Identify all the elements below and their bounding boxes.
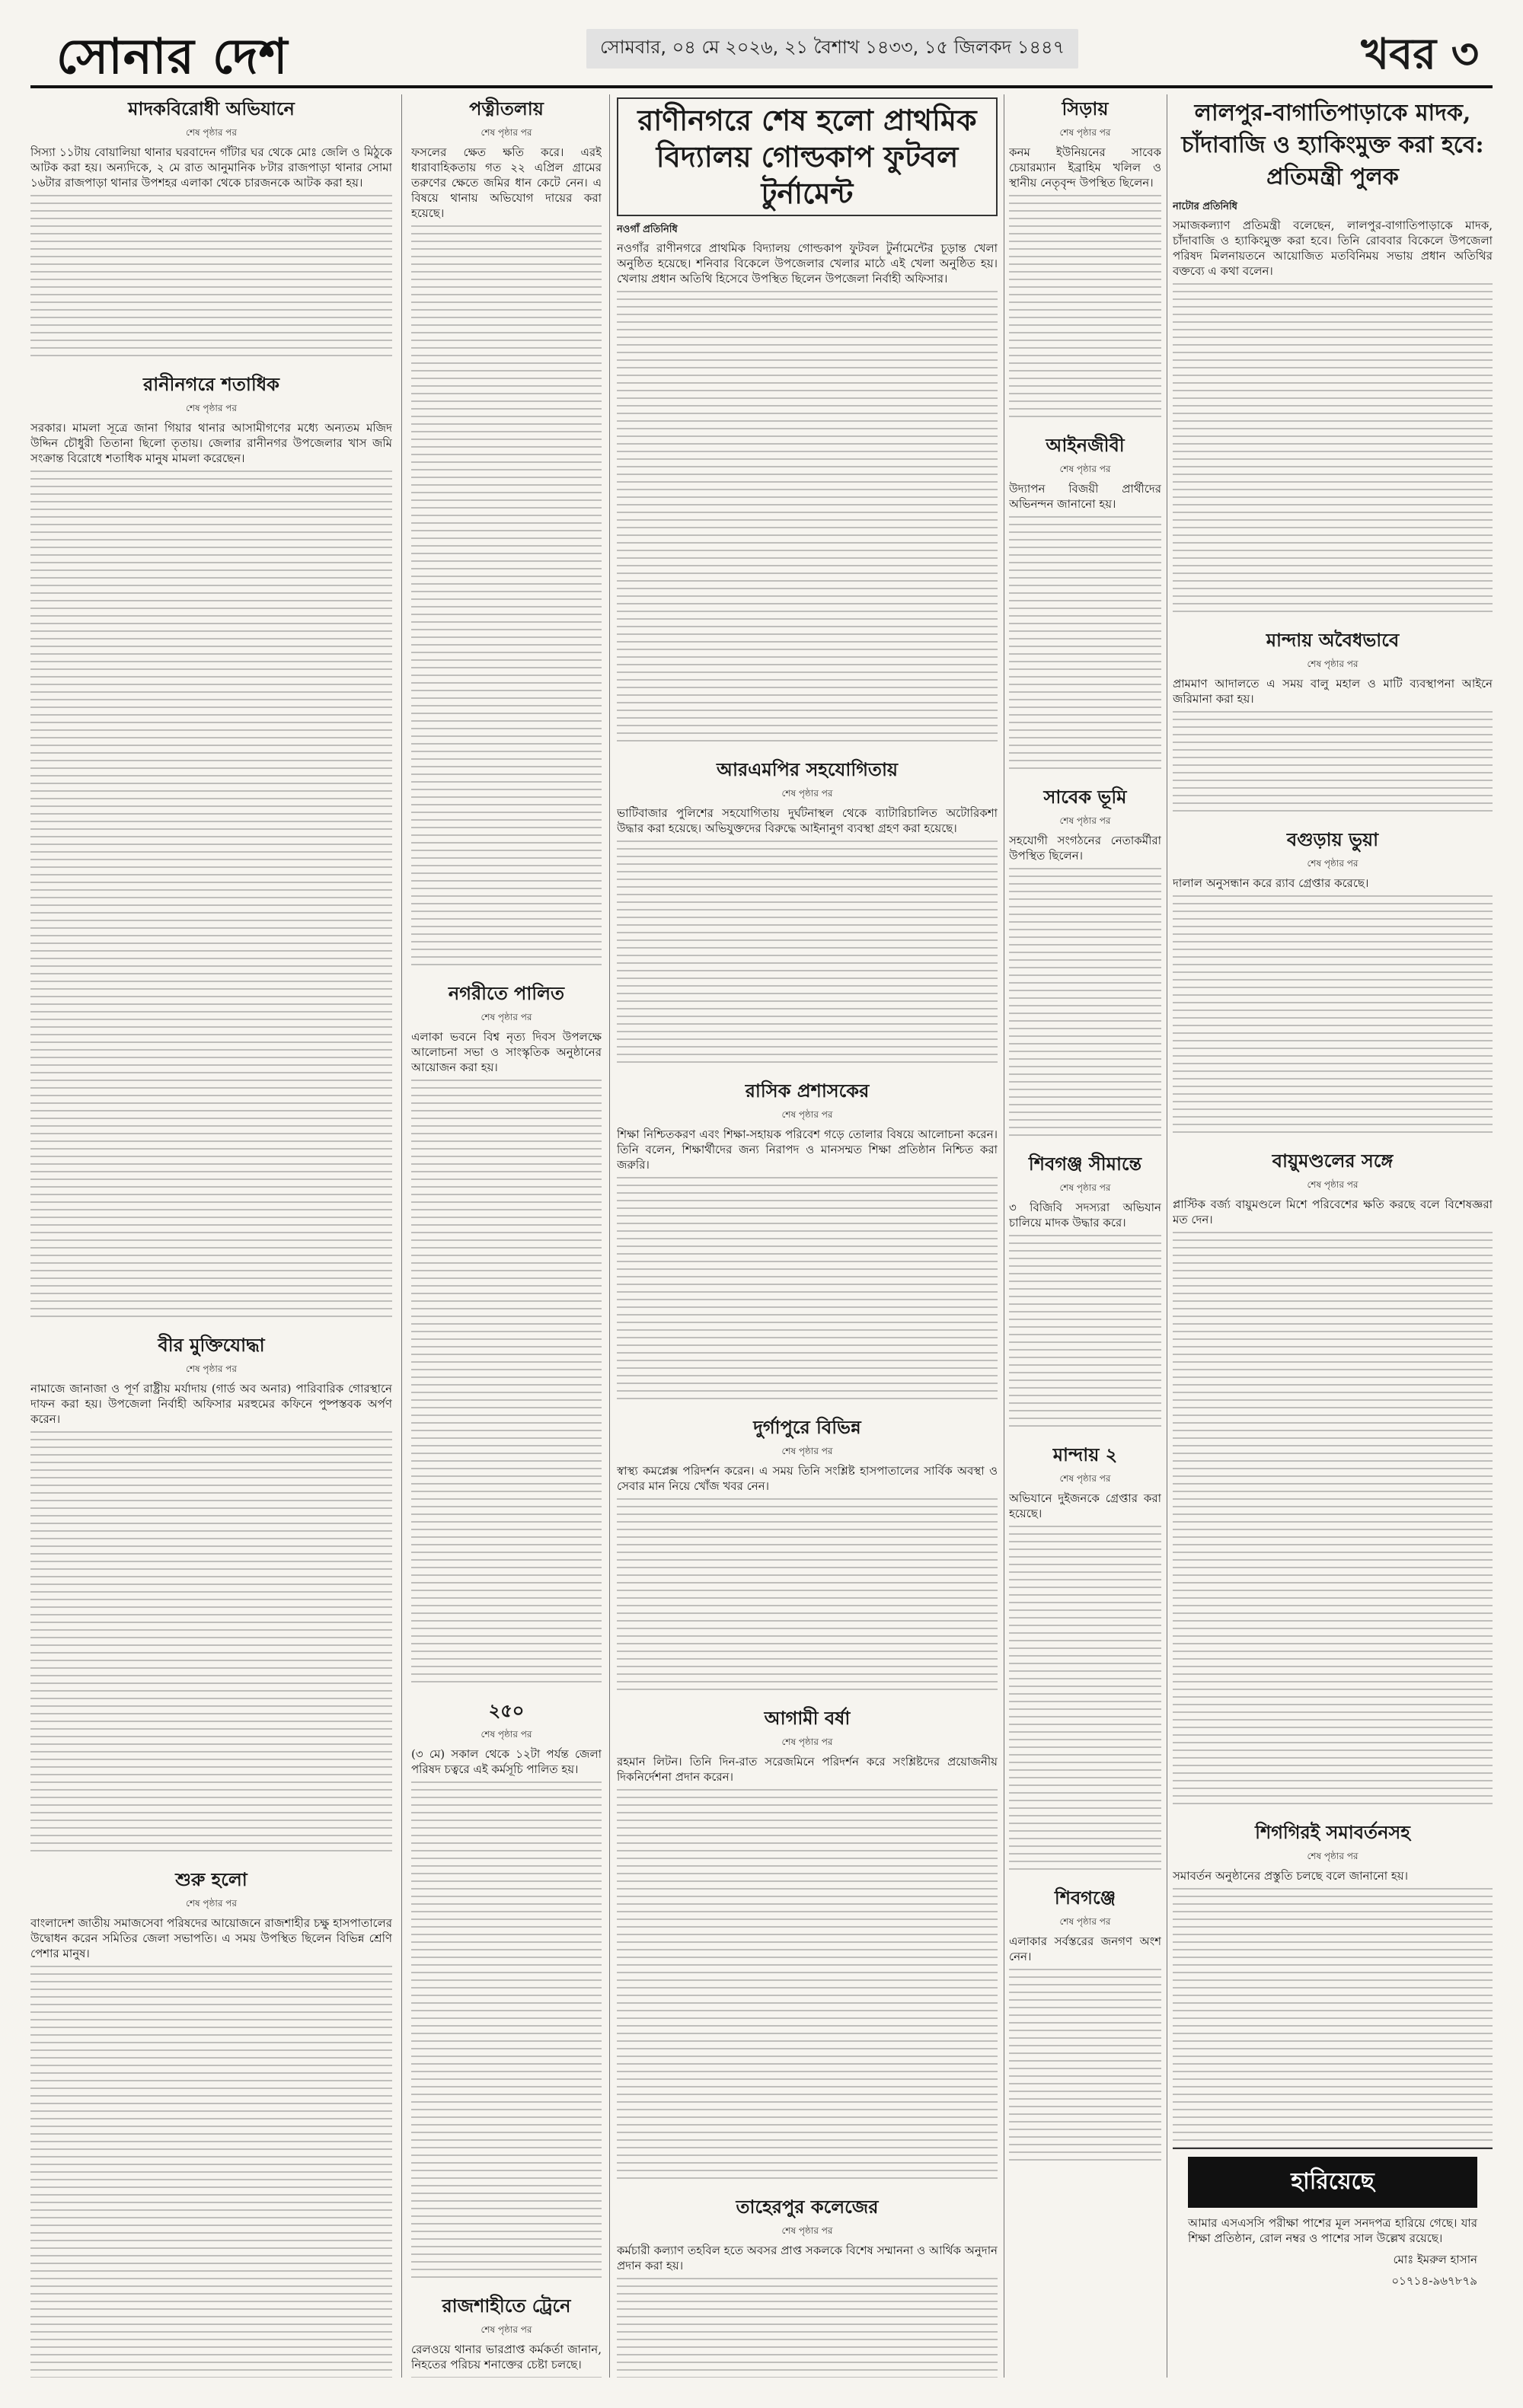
story-body: বাংলাদেশ জাতীয় সমাজসেবা পরিষদের আয়োজনে রাজশাহীর চক্ষু হাসপাতালের উদ্বোধন করেন সমিতির জেলা সভাপতি। এ সময় উপস্থিত ছিলেন বিভিন্ন শ্রেণি পেশার মানুষ। [30,1916,392,1960]
story-body: রহমান লিটন। তিনি দিন-রাত সরেজমিনে পরিদর্শন করে সংশ্লিষ্টদের প্রয়োজনীয় দিকনির্দেশনা প্রদান করেন। [617,1755,998,1784]
continued-label: শেষ পৃষ্ঠার পর [1307,1179,1359,1190]
continued-label: শেষ পৃষ্ঠার পর [1307,659,1359,669]
story-headline: তাহেরপুর কলেজের [736,2196,879,2218]
body-text-lines [617,2278,998,2378]
continued-label: শেষ পৃষ্ঠার পর [185,403,237,413]
continued-label: শেষ পৃষ্ঠার পর [1059,1473,1111,1484]
continued-label: শেষ পৃষ্ঠার পর [481,1012,532,1022]
story-sirai [1009,97,1161,423]
lost-notice [1173,2148,1493,2378]
dateline: সোমবার, ০৪ মে ২০২৬, ২১ বৈশাখ ১৪৩৩, ১৫ জিলকদ ১৪৪৭ [586,29,1078,69]
story-ainjibi [1009,434,1161,775]
body-text-lines [1173,711,1493,818]
continued-label: শেষ পৃষ্ঠার পর [481,1729,532,1740]
story-body: সিস্যা ১১টায় বোয়ালিয়া থানার ঘরবাদেন গাঁটার ঘর থেকে মোঃ জেলি ও মিঠুকে আটক করা হয়। অন্যদিকে, ২ মে রাত আনুমানিক ৮টার রাজপাড়া থানার সোমা ১৬টার রাজপাড়া থানার উপশহর এলাকা থেকে চারজনকে আটক করা হয়। [30,145,392,190]
body-text-lines [411,1781,602,2284]
body-text-lines [617,1177,998,1405]
column-1 [30,94,392,2378]
story-nogorite-palito [411,982,602,1689]
story-rasik-proshasok [617,1080,998,1405]
story-rajshahi-train [411,2295,602,2378]
continued-label: শেষ পৃষ্ঠার পর [185,1363,237,1374]
continued-label: শেষ পৃষ্ঠার পর [1307,1851,1359,1861]
continued-label: শেষ পৃষ্ঠার পর [1059,1916,1111,1927]
story-manda-oboidh [1173,629,1493,818]
body-text-lines [617,1789,998,2185]
continued-label: শেষ পৃষ্ঠার পর [1059,127,1111,138]
continued-label: শেষ পৃষ্ঠার পর [781,1446,833,1456]
story-headline: নগরীতে পালিত [448,982,565,1004]
story-body: সহযোগী সংগঠনের নেতাকর্মীরা উপস্থিত ছিলেন। [1009,834,1161,863]
story-headline: শিবগঞ্জ সীমান্তে [1028,1153,1142,1175]
story-shibganje [1009,1887,1161,2167]
story-body: শিক্ষা নিশ্চিতকরণ এবং শিক্ষা-সহায়ক পরিবেশ গড়ে তোলার বিষয়ে আলোচনা করেন। তিনি বলেন, শিক্ষার্থীদের জন্য নিরাপদ ও মানসম্মত শিক্ষা প্রতিষ্ঠান নিশ্চিত করা জরুরি। [617,1127,998,1172]
story-patnitala [411,97,602,971]
notice-heading: হারিয়েছে [1188,2157,1477,2208]
column-4 [1009,94,1161,2378]
lead-headline [617,97,998,216]
newspaper-page [30,15,1493,2378]
lead-headline: লালপুর-বাগাতিপাড়াকে মাদক, চাঁদাবাজি ও হ্যাকিংমুক্ত করা হবে: প্রতিমন্ত্রী পুলক [1181,100,1484,190]
continued-label: শেষ পৃষ্ঠার পর [185,127,237,138]
continued-label: শেষ পৃষ্ঠার পর [781,788,833,799]
story-headline: দুর্গাপুরে বিভিন্ন [753,1416,861,1438]
story-madok-ovijan [30,97,392,362]
story-shibganj-simante [1009,1153,1161,1433]
story-headline: রানীনগরে শতাধিক [143,373,279,395]
story-body: কর্মচারী কল্যাণ তহবিল হতে অবসর প্রাপ্ত সকলকে বিশেষ সম্মাননা ও আর্থিক অনুদান প্রদান করা হয়। [617,2244,998,2272]
body-text-lines [1173,895,1493,1139]
continued-label: শেষ পৃষ্ঠার পর [481,2324,532,2335]
body-text-lines [1009,1969,1161,2167]
story-body: সমাজকল্যাণ প্রতিমন্ত্রী বলেছেন, লালপুর-বাগাতিপাড়াকে মাদক, চাঁদাবাজি ও হ্যাকিংমুক্ত করা হবে। তিনি রোববার বিকেলে উপজেলা পরিষদ মিলনায়তনে আয়োজিত মতবিনিময় সভায় প্রধান অতিথির বক্তব্যে এ কথা বলেন। [1173,218,1493,278]
story-agami-borsha [617,1707,998,2185]
continued-label: শেষ পৃষ্ঠার পর [1307,858,1359,869]
story-250 [411,1699,602,2284]
notice-phone: ০১৭১৪-৯৬৭৮৭৯ [1391,2274,1477,2288]
story-headline: বায়ুমণ্ডলের সঙ্গে [1272,1150,1394,1172]
continued-label: শেষ পৃষ্ঠার পর [1059,464,1111,474]
story-headline: মাদকবিরোধী অভিযানে [128,97,295,120]
story-lalpur-bagatipara [1173,97,1493,618]
body-text-lines [1009,868,1161,1142]
body-text-lines [30,470,392,1323]
story-raninagar-shotadhik [30,373,392,1323]
story-headline: শিবগঞ্জে [1054,1887,1116,1909]
continued-label: শেষ পৃষ্ঠার পর [781,2225,833,2236]
continued-label: শেষ পৃষ্ঠার পর [481,127,532,138]
notice-signature: মোঃ ইমরুল হাসান [1393,2253,1477,2266]
story-shuru-holo [30,1868,392,2378]
story-headline: আগামী বর্ষা [764,1707,851,1729]
story-body: দালাল অনুসন্ধান করে র‍্যাব গ্রেপ্তার করেছে। [1173,876,1369,890]
body-text-lines [30,195,392,362]
body-text-lines [411,2377,602,2378]
story-headline: সাবেক ভূমি [1043,786,1127,808]
story-body: স্বাস্থ্য কমপ্লেক্স পরিদর্শন করেন। এ সময় তিনি সংশ্লিষ্ট হাসপাতালের সার্বিক অবস্থা ও সেবার মান নিয়ে খোঁজ খবর নেন। [617,1464,998,1493]
body-text-lines [411,225,602,971]
story-body: নামাজে জানাজা ও পূর্ণ রাষ্ট্রীয় মর্যাদায় (গার্ড অব অনার) পারিবারিক গোরস্থানে দাফন করা হয়। উপজেলা নির্বাহী অফিসার মরহুমের কফিনে পুষ্পস্তবক অর্পণ করেন। [30,1382,392,1426]
story-sabek-bhumi [1009,786,1161,1142]
body-text-lines [1009,195,1161,423]
body-text-lines [1173,1232,1493,1810]
story-headline: শিগগিরই সমাবর্তনসহ [1255,1821,1410,1843]
story-body: ভাটিবাজার পুলিশের সহযোগিতায় দুর্ঘটনাস্থল থেকে ব্যাটারিচালিত অটোরিকশা উদ্ধার করা হয়েছে। অভিযুক্তদের বিরুদ্ধে আইনানুগ ব্যবস্থা গ্রহণ করা হয়েছে। [617,806,998,835]
continued-label: শেষ পৃষ্ঠার পর [781,1737,833,1747]
story-body: উদ্যাপন বিজয়ী প্রার্থীদের অভিনন্দন জানানো হয়। [1009,482,1161,511]
story-bogura-bhua [1173,828,1493,1139]
story-headline: বগুড়ায় ভুয়া [1286,828,1379,850]
story-headline: মান্দায় ২ [1052,1443,1118,1466]
story-durgapur [617,1416,998,1696]
body-text-lines [617,291,998,748]
story-headline: মান্দায় অবৈধভাবে [1266,629,1400,651]
story-body: রেলওয়ে থানার ভারপ্রাপ্ত কর্মকর্তা জানান, নিহতের পরিচয় শনাক্তের চেষ্টা চলছে। [411,2343,602,2371]
body-text-lines [1009,1235,1161,1433]
section-tag: খবর ৩ [1361,29,1479,79]
column-rule [401,94,402,2378]
column-2 [411,94,602,2378]
story-headline: বীর মুক্তিযোদ্ধা [158,1334,265,1356]
story-headline: শুরু হলো [175,1868,247,1890]
continued-label: শেষ পৃষ্ঠার পর [781,1109,833,1120]
story-headline: রাজশাহীতে ট্রেনে [442,2295,571,2317]
body-text-lines [30,1431,392,1858]
story-body: নওগাঁর রাণীনগরে প্রাথমিক বিদ্যালয় গোল্ডকাপ ফুটবল টুর্নামেন্টের চূড়ান্ত খেলা অনুষ্ঠিত হয়েছে। শনিবার বিকেলে উপজেলার খেলার মাঠে এই খেলা অনুষ্ঠিত হয়। খেলায় প্রধান অতিথি হিসেবে উপস্থিত ছিলেন উপজেলা নির্বাহী অফিসার। [617,241,998,285]
story-headline: রাসিক প্রশাসকের [745,1080,870,1102]
continued-label: শেষ পৃষ্ঠার পর [1059,815,1111,826]
story-body: প্লাস্টিক বর্জ্য বায়ুমণ্ডলে মিশে পরিবেশের ক্ষতি করছে বলে বিশেষজ্ঞরা মত দেন। [1173,1198,1493,1226]
continued-label: শেষ পৃষ্ঠার পর [185,1898,237,1909]
column-3 [617,94,998,2378]
story-body: কনম ইউনিয়নের সাবেক চেয়ারম্যান ইব্রাহিম খলিল ও স্থানীয় নেতৃবৃন্দ উপস্থিত ছিলেন। [1009,145,1161,190]
body-text-lines [1173,283,1493,618]
masthead [30,15,1493,88]
body-text-lines [30,1966,392,2378]
story-headline: আরএমপির সহযোগিতায় [716,758,899,780]
story-headline: সিড়ায় [1062,97,1109,120]
continued-label: শেষ পৃষ্ঠার পর [1059,1182,1111,1193]
story-taherpur-college [617,2196,998,2378]
body-text-lines [617,1498,998,1696]
story-bayumondol [1173,1150,1493,1810]
body-text-lines [411,1080,602,1689]
story-body: ৩ বিজিবি সদস্যরা অভিযান চালিয়ে মাদক উদ্ধার করে। [1009,1201,1161,1230]
story-bir-muktijoddha [30,1334,392,1858]
column-rule [609,94,610,2378]
story-body: সরকার। মামলা সূত্রে জানা গিয়ার থানার আসামীগণের মধ্যে অন্যতম মজিদ উদ্দিন চৌধুরী তিতানা ছিলো তৃতায়। জেলার রানীনগর উপজেলার খাস জমি সংক্রান্ত বিরোধে শতাধিক মানুষ মামলা করেছেন। [30,421,392,465]
byline: নাটোর প্রতিনিধি [1173,201,1237,212]
byline: নওগাঁ প্রতিনিধি [617,224,678,235]
story-body: সমাবর্তন অনুষ্ঠানের প্রস্তুতি চলছে বলে জানানো হয়। [1173,1869,1409,1883]
story-headline: আইনজীবী [1046,434,1125,456]
notice-body: আমার এসএসসি পরীক্ষা পাশের মূল সনদপত্র হারিয়ে গেছে। যার শিক্ষা প্রতিষ্ঠান, রোল নম্বর ও পাশের সাল উল্লেখ রয়েছে। [1188,2216,1477,2245]
lead-headline-text: রাণীনগরে শেষ হলো প্রাথমিক বিদ্যালয় গোল্ডকাপ ফুটবল টুর্নামেন্ট [617,97,998,216]
story-body: প্রামমাণ আদালতে এ সময় বালু মহাল ও মাটি ব্যবস্থাপনা আইনে জরিমানা করা হয়। [1173,677,1493,706]
story-body: এলাকার সর্বস্তরের জনগণ অংশ নেন। [1009,1934,1161,1963]
story-body: (৩ মে) সকাল থেকে ১২টা পর্যন্ত জেলা পরিষদ চত্বরে এই কর্মসূচি পালিত হয়। [411,1747,602,1776]
body-text-lines [617,840,998,1069]
story-body: অভিযানে দুইজনকে গ্রেপ্তার করা হয়েছে। [1009,1491,1161,1520]
story-body: এলাকা ভবনে বিশ্ব নৃত্য দিবস উপলক্ষে আলোচনা সভা ও সাংস্কৃতিক অনুষ্ঠানের আয়োজন করা হয়। [411,1030,602,1074]
body-text-lines [1009,1526,1161,1876]
story-raninagar-football [617,97,998,748]
body-text-lines [1009,516,1161,775]
column-5 [1173,94,1493,2378]
story-body: ফসলের ক্ষেত ক্ষতি করে। এরই ধারাবাহিকতায় গত ২২ এপ্রিল গ্রামের তরুণের ক্ষেতে জমির ধান কেটে নেন। এ বিষয়ে থানায় অভিযোগ দায়ের করা হয়েছে। [411,145,602,220]
story-headline: পত্নীতলায় [469,97,544,120]
story-manda-2 [1009,1443,1161,1876]
newspaper-logo: সোনার দেশ [56,28,289,85]
story-headline: ২৫০ [488,1699,525,1721]
story-rmp [617,758,998,1069]
